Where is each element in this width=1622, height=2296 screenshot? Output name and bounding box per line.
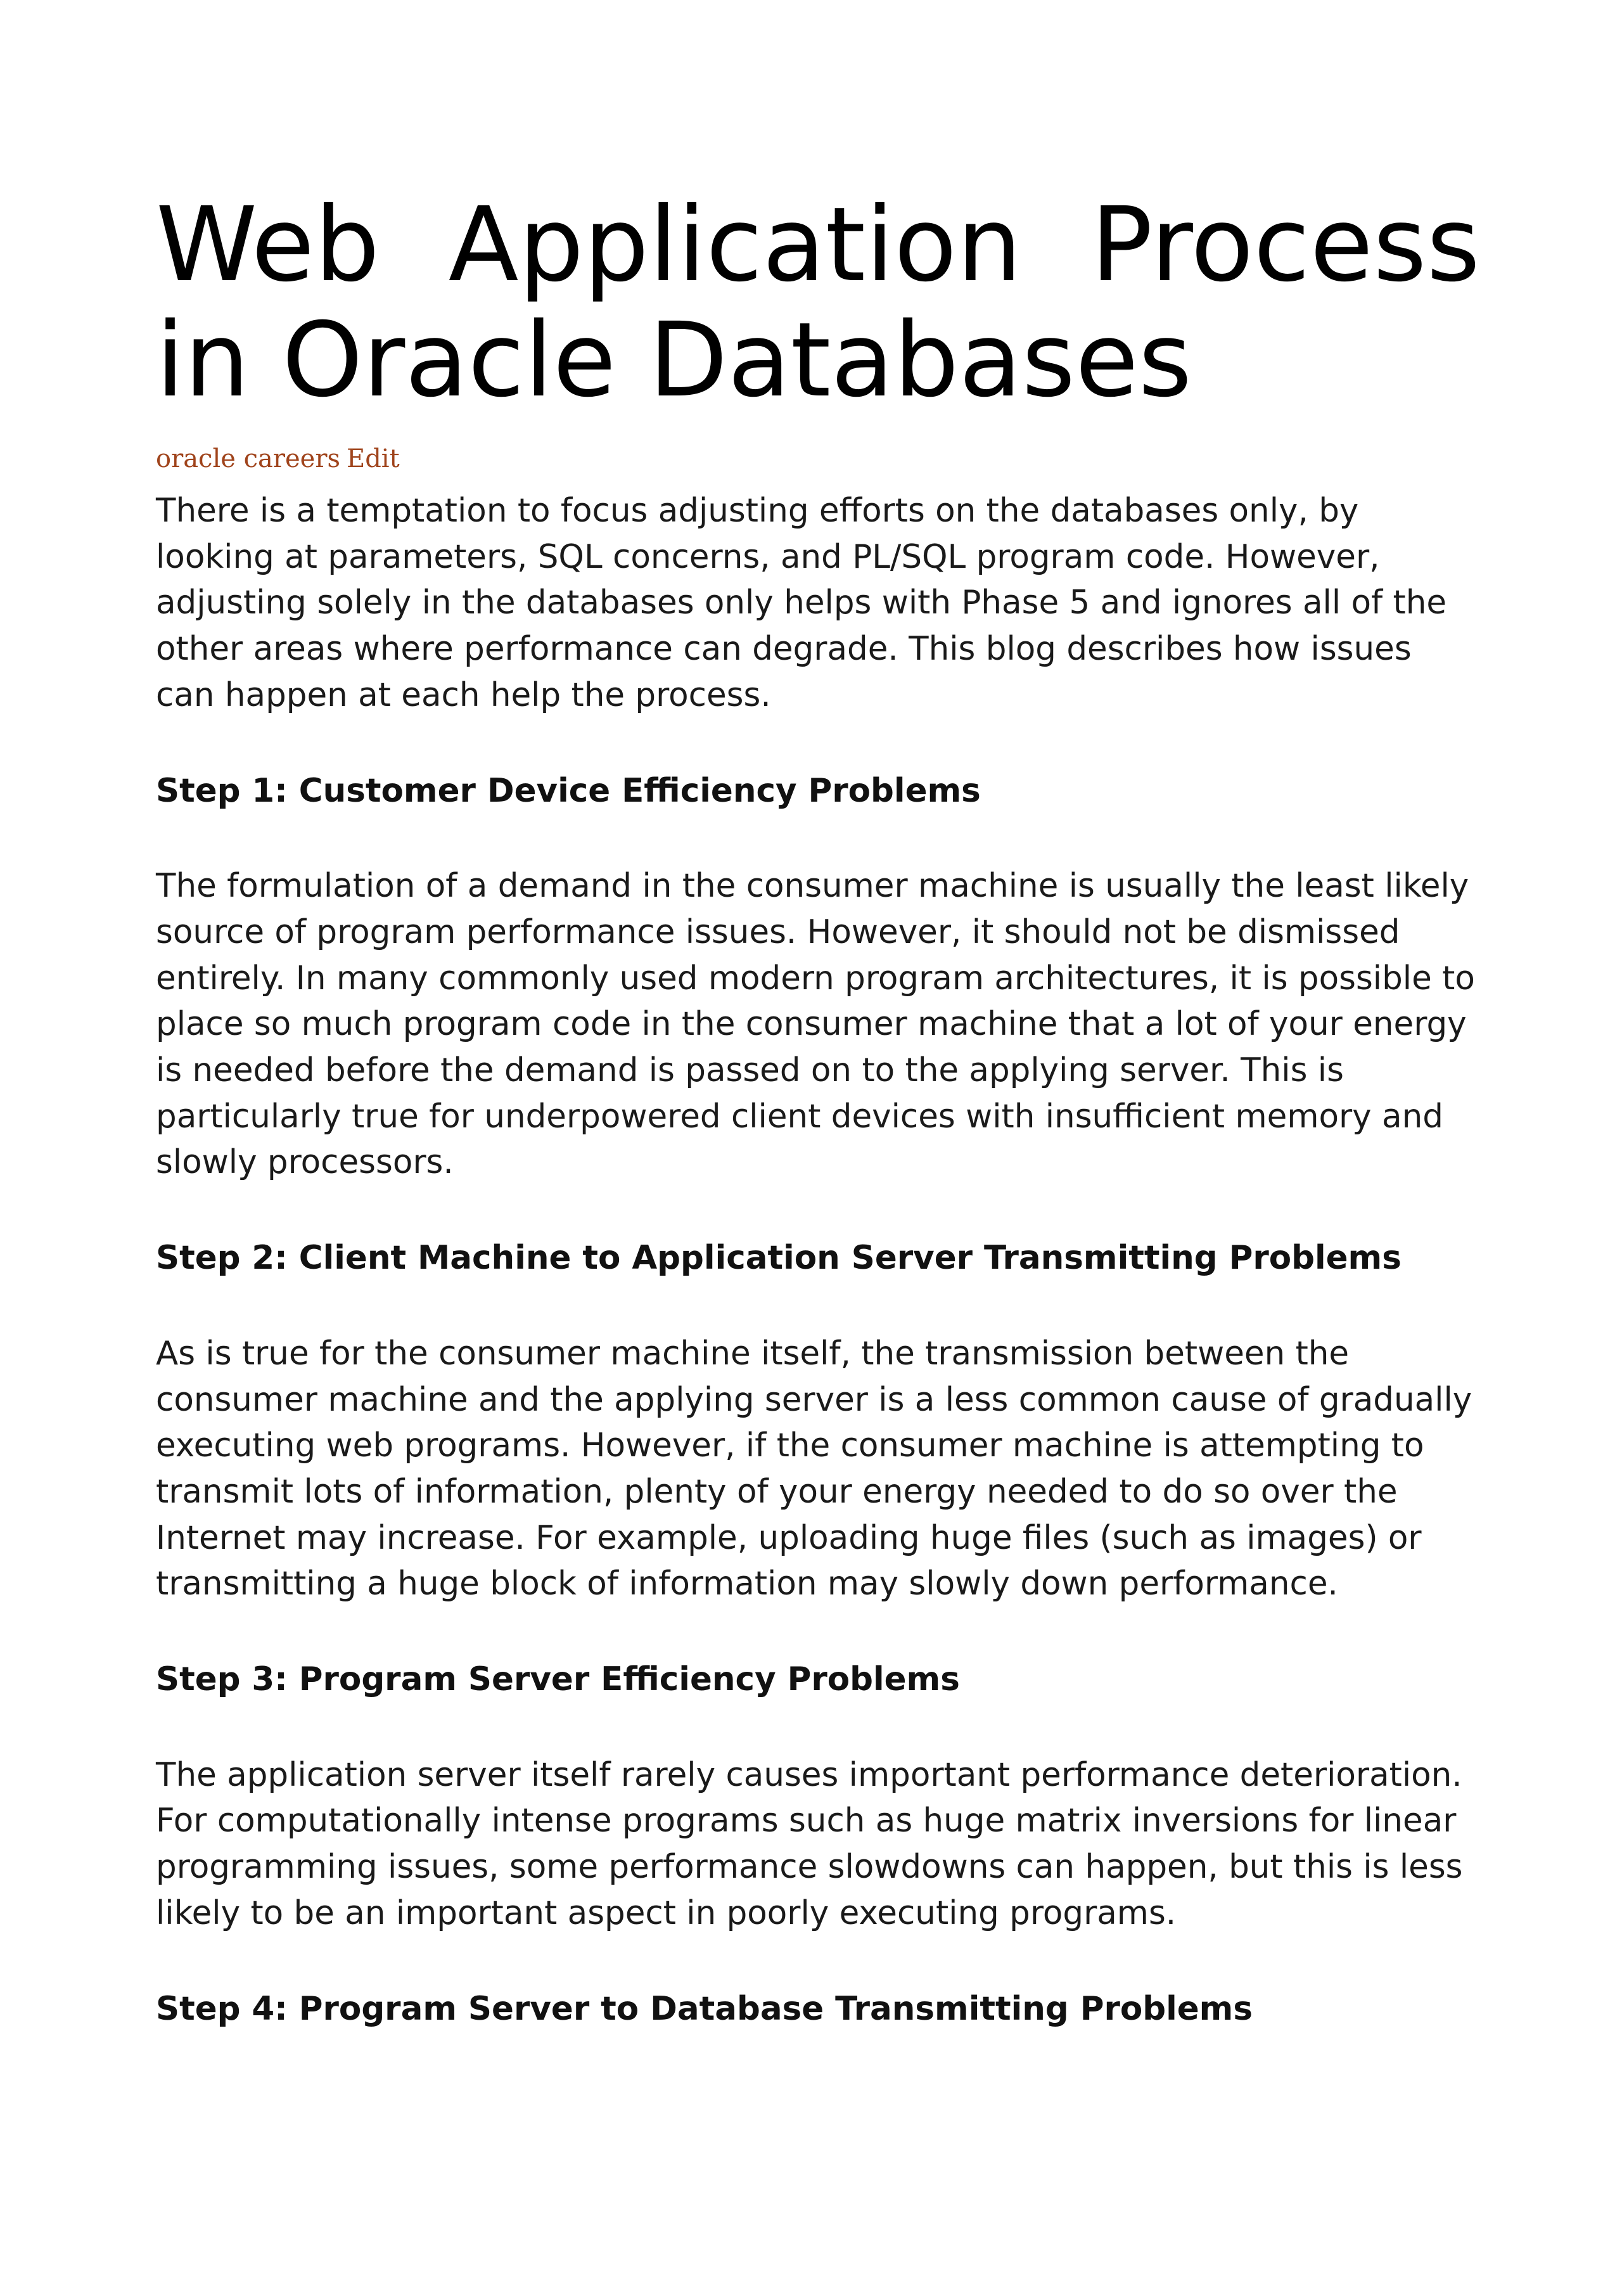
page-title: Web Application Process in Oracle Databases <box>156 186 1480 420</box>
post-meta <box>156 442 1480 475</box>
intro-paragraph: There is a temptation to focus adjusting efforts on the databases only, by looking at parameters, SQL concerns, and PL/SQL program code. However, adjusting solely in the databases only helps with Phase 5 and ignores all of the other areas where performance can degrade. This blog describes how issues can happen at each help the process. <box>156 492 1447 714</box>
edit-link[interactable]: Edit <box>347 444 400 473</box>
step-2-paragraph: As is true for the consumer machine itself, the transmission between the consumer machine and the applying server is a less common cause of gradually executing web programs. However, if the consumer machine is attempting to transmit lots of information, plenty of your energy needed to do so over the Internet may increase. For example, uploading huge files (such as images) or transmitting a huge block of information may slowly down performance. <box>156 1334 1472 1603</box>
category-link[interactable]: oracle careers <box>156 444 340 473</box>
step-1-heading: Step 1: Customer Device Efficiency Problems <box>156 771 981 810</box>
step-2-heading: Step 2: Client Machine to Application Server Transmitting Problems <box>156 1239 1402 1278</box>
step-4-heading: Step 4: Program Server to Database Transmitting Problems <box>156 1989 1253 2028</box>
document-page <box>156 188 1480 2032</box>
step-3-heading: Step 3: Program Server Efficiency Problems <box>156 1660 960 1699</box>
step-1-paragraph: The formulation of a demand in the consumer machine is usually the least likely source of program performance issues. However, it should not be dismissed entirely. In many commonly used modern program architectures, it is possible to place so much program code in the consumer machine that a lot of your energy is needed before the demand is passed on to the applying server. This is particularly true for underpowered client devices with insufficient memory and slowly processors. <box>156 867 1475 1182</box>
step-3-paragraph: The application server itself rarely causes important performance deterioration. For computationally intense programs such as huge matrix inversions for linear programming issues, some performance slowdowns can happen, but this is less likely to be an important aspect in poorly executing programs. <box>156 1755 1463 1932</box>
